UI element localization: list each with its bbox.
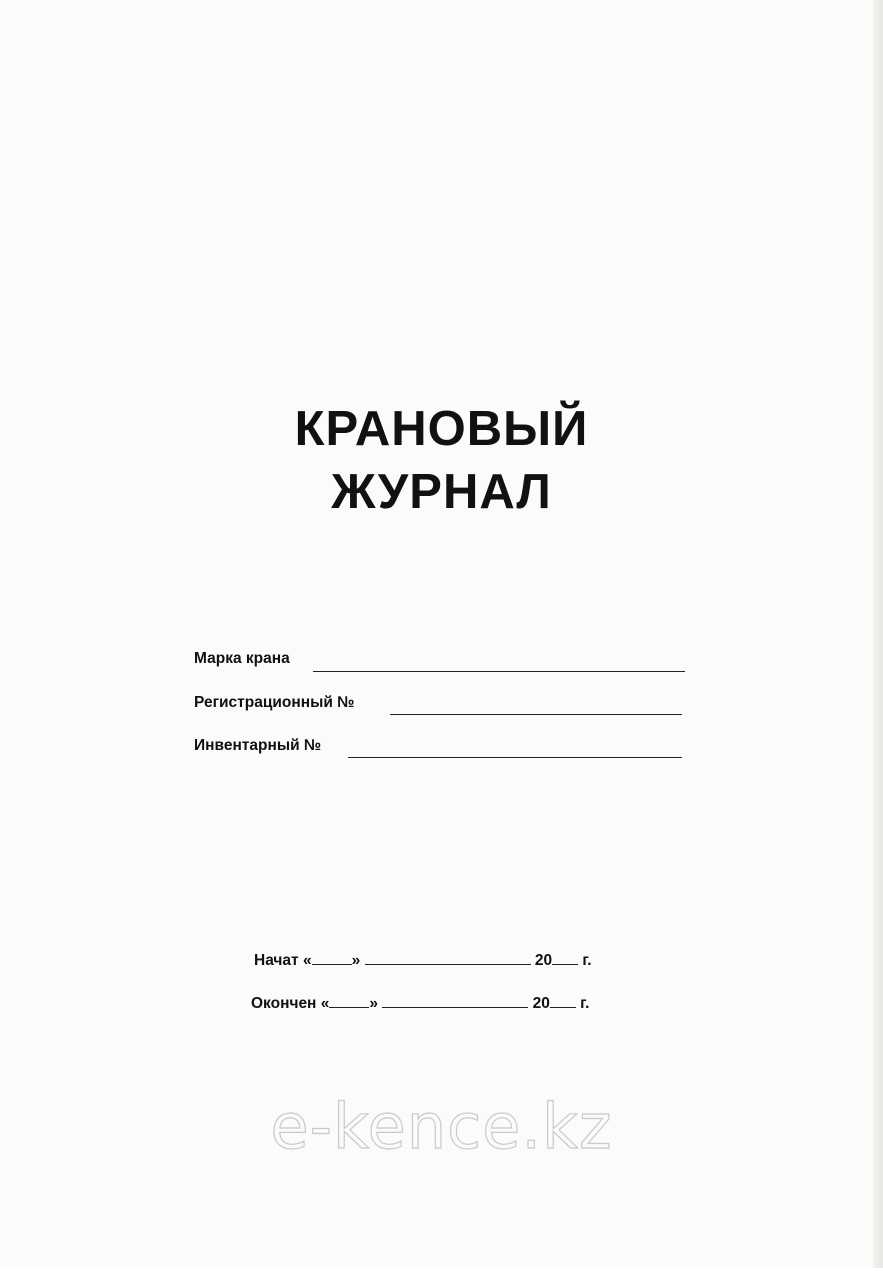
- ended-month-blank: [382, 993, 528, 1008]
- page-bottom-margin: [0, 1268, 883, 1280]
- page-edge-shadow: [873, 0, 883, 1280]
- started-label: Начат «: [254, 952, 312, 969]
- started-year-suffix: г.: [582, 952, 592, 969]
- started-year-prefix: 20: [534, 952, 553, 969]
- started-date-row: [254, 950, 592, 970]
- crane-brand-line: [313, 671, 685, 672]
- ended-day-blank: [329, 993, 369, 1008]
- registration-number-label: Регистрационный №: [194, 694, 355, 711]
- started-day-blank: [312, 950, 352, 965]
- site-watermark: e-kence.kz: [270, 1090, 613, 1163]
- cover-title-line-2: ЖУРНАЛ: [331, 465, 552, 519]
- ended-year-suffix: г.: [580, 995, 590, 1012]
- started-year-blank: [552, 950, 578, 965]
- inventory-number-label: Инвентарный №: [194, 737, 322, 754]
- ended-label: Окончен «: [251, 995, 330, 1012]
- registration-number-line: [390, 714, 682, 715]
- ended-year-prefix: 20: [532, 995, 550, 1012]
- inventory-number-line: [348, 757, 682, 758]
- crane-brand-label: Марка крана: [194, 650, 290, 667]
- started-month-blank: [365, 950, 531, 965]
- ended-close-quote: »: [369, 995, 378, 1012]
- cover-title-line-1: КРАНОВЫЙ: [294, 402, 589, 456]
- ended-date-row: [251, 993, 589, 1013]
- started-close-quote: »: [351, 952, 361, 969]
- ended-year-blank: [550, 993, 576, 1008]
